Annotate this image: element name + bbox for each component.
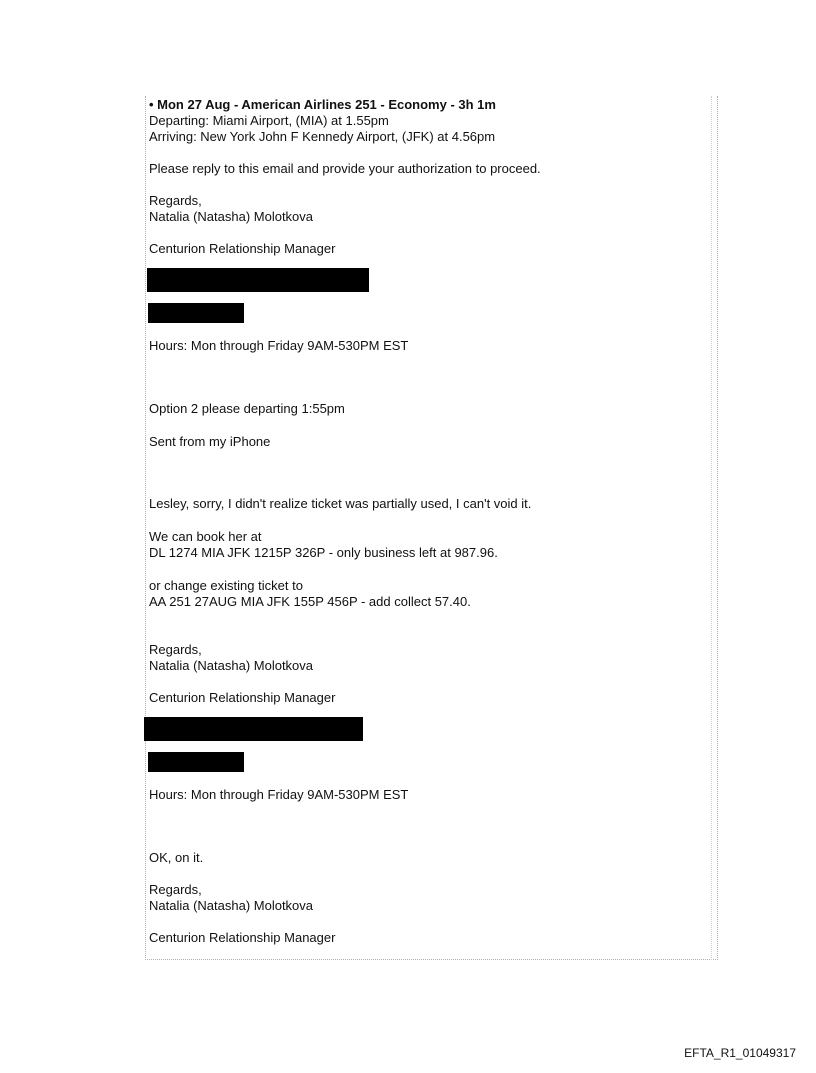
flight-arriving: Arriving: New York John F Kennedy Airport, (JFK) at 4.56pm bbox=[149, 129, 496, 144]
message3-sender-name: Natalia (Natasha) Molotkova bbox=[149, 658, 314, 673]
message4-sender-title: Centurion Relationship Manager bbox=[149, 930, 336, 945]
message3-sender-title: Centurion Relationship Manager bbox=[149, 690, 336, 705]
flight-departing: Departing: Miami Airport, (MIA) at 1.55pm bbox=[149, 113, 389, 128]
email-thread-frame bbox=[145, 96, 718, 960]
message2-body: Option 2 please departing 1:55pm bbox=[149, 401, 345, 416]
message3-line1: Lesley, sorry, I didn't realize ticket was partially used, I can't void it. bbox=[149, 496, 532, 511]
message4-regards: Regards, bbox=[149, 882, 202, 897]
message3-hours: Hours: Mon through Friday 9AM-530PM EST bbox=[149, 787, 409, 802]
frame-divider bbox=[711, 96, 712, 960]
message4-body: OK, on it. bbox=[149, 850, 204, 865]
message2-signature: Sent from my iPhone bbox=[149, 434, 271, 449]
message3-regards: Regards, bbox=[149, 642, 202, 657]
redaction-block bbox=[148, 752, 244, 772]
redaction-block bbox=[147, 268, 369, 292]
message1-regards: Regards, bbox=[149, 193, 202, 208]
redaction-block bbox=[148, 303, 244, 323]
message1-sender-name: Natalia (Natasha) Molotkova bbox=[149, 209, 314, 224]
message1-sender-title: Centurion Relationship Manager bbox=[149, 241, 336, 256]
message1-body: Please reply to this email and provide your authorization to proceed. bbox=[149, 161, 541, 176]
message3-line4: or change existing ticket to bbox=[149, 578, 303, 593]
redaction-block bbox=[144, 717, 363, 741]
message4-sender-name: Natalia (Natasha) Molotkova bbox=[149, 898, 314, 913]
message3-line2: We can book her at bbox=[149, 529, 262, 544]
message3-line3: DL 1274 MIA JFK 1215P 326P - only business left at 987.96. bbox=[149, 545, 498, 560]
message1-hours: Hours: Mon through Friday 9AM-530PM EST bbox=[149, 338, 409, 353]
document-id: EFTA_R1_01049317 bbox=[684, 1046, 796, 1060]
flight-header: • Mon 27 Aug - American Airlines 251 - Economy - 3h 1m bbox=[149, 97, 496, 112]
message3-line5: AA 251 27AUG MIA JFK 155P 456P - add collect 57.40. bbox=[149, 594, 471, 609]
